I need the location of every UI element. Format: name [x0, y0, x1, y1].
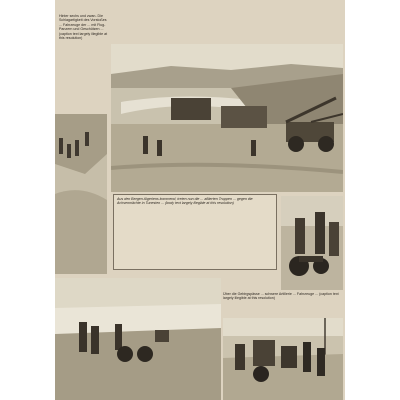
photo-left-troops — [55, 114, 107, 274]
photo-top-artillery — [111, 44, 343, 192]
story-text — [113, 194, 277, 270]
caption-top-left: Hinter sechs und zwan- Die Schlagartigkeit des Vorstoßes ... Fahrzeuge der ... mit Flug- Panzern und Geschützen ... (caption text largely illegible at this resolution) — [59, 14, 108, 41]
photo-right-motorcycle — [281, 196, 343, 290]
caption-bottom-right: Über die Gebirgspässe ... schwere Artillerie ... Fahrzeuge ... (caption text largely illegible at this resolution) — [223, 292, 339, 301]
photo-bottom-left-soldiers — [55, 278, 221, 400]
photo-bottom-right-column — [223, 318, 343, 400]
magazine-page — [55, 0, 345, 400]
story-text-body: Aus den Bergen Algeriens kommend, treten nun die ... alliierten Truppen ... gegen die Achsenmächte in Tunesien ... (body text largely illegible at this resolution) — [117, 197, 253, 206]
